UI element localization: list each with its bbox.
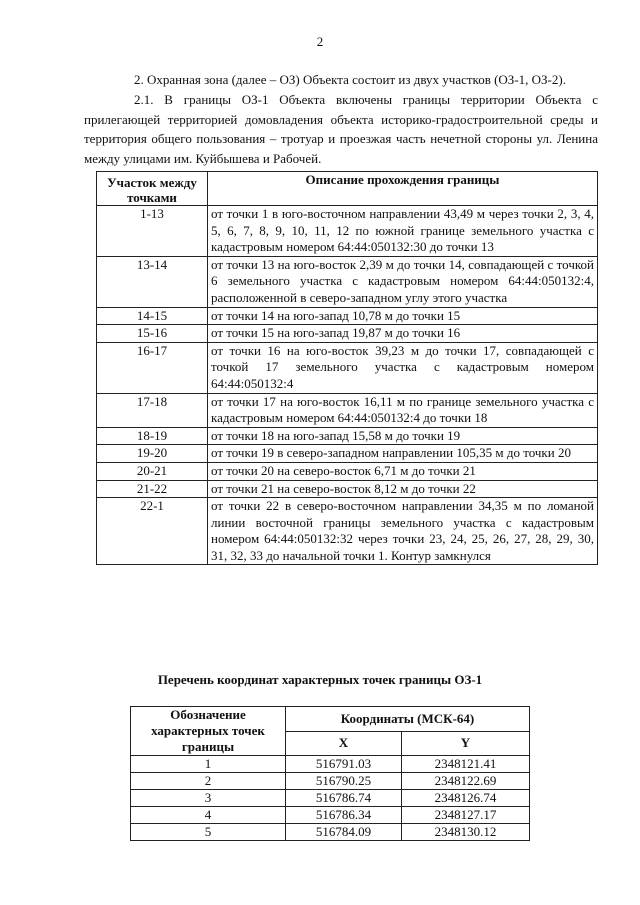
- table-row: [97, 307, 598, 325]
- header-x: X: [286, 731, 402, 756]
- description-cell: от точки 16 на юго-восток 39,23 м до точки 17, совпадающей с точкой 17 земельного участка с кадастровым номером 64:44:050132:4: [208, 342, 598, 393]
- segment-cell: 19-20: [97, 445, 208, 463]
- description-cell: от точки 19 в северо-западном направлении 105,35 м до точки 20: [208, 445, 598, 463]
- table-row: [97, 445, 598, 463]
- point-cell: 5: [131, 824, 286, 841]
- table-row: [131, 773, 530, 790]
- description-cell: от точки 22 в северо-восточном направлении 34,35 м по ломаной линии восточной границы земельного участка с кадастровым номером 64:44:050132:32 через точки 23, 24, 25, 26, 27, 28, 29, 30, 31, 32, 33 до начальной точки 1. Контур замкнулся: [208, 498, 598, 565]
- table-row: [97, 480, 598, 498]
- paragraph-2-1: 2.1. В границы ОЗ-1 Объекта включены границы территории Объекта с прилегающей территорией домовладения объекта историко-градостроительной среды и территория общего пользования – тротуар и проезжая часть нечетной стороны ул. Ленина между улицами им. Куйбышева и Рабочей.: [84, 92, 598, 166]
- header-description: Описание прохождения границы: [208, 172, 598, 206]
- x-cell: 516791.03: [286, 756, 402, 773]
- table-header-row: [97, 172, 598, 206]
- segment-cell: 15-16: [97, 325, 208, 343]
- segment-cell: 17-18: [97, 393, 208, 427]
- table-row: [97, 342, 598, 393]
- header-y: Y: [401, 731, 529, 756]
- table-row: [97, 256, 598, 307]
- point-cell: 2: [131, 773, 286, 790]
- y-cell: 2348127.17: [401, 807, 529, 824]
- segment-cell: 1-13: [97, 206, 208, 257]
- segment-cell: 13-14: [97, 256, 208, 307]
- description-cell: от точки 17 на юго-восток 16,11 м по границе земельного участка с кадастровым номером 64:44:050132:4 до точки 18: [208, 393, 598, 427]
- description-cell: от точки 13 на юго-восток 2,39 м до точки 14, совпадающей с точкой 6 земельного участка с кадастровым номером 64:44:050132:4, расположенной в северо-западном углу этого участка: [208, 256, 598, 307]
- border-description-table: [96, 171, 598, 565]
- coords-title: Перечень координат характерных точек границы ОЗ-1: [157, 672, 483, 687]
- description-cell: от точки 21 на северо-восток 8,12 м до точки 22: [208, 480, 598, 498]
- description-cell: от точки 20 на северо-восток 6,71 м до точки 21: [208, 462, 598, 480]
- paragraph-2: 2. Охранная зона (далее – ОЗ) Объекта состоит из двух участков (ОЗ-1, ОЗ-2).: [134, 72, 566, 87]
- segment-cell: 18-19: [97, 427, 208, 445]
- coordinates-table: [130, 706, 530, 841]
- table-row: [131, 790, 530, 807]
- table-row: [97, 325, 598, 343]
- x-cell: 516790.25: [286, 773, 402, 790]
- segment-cell: 20-21: [97, 462, 208, 480]
- description-cell: от точки 18 на юго-запад 15,58 м до точки 19: [208, 427, 598, 445]
- x-cell: 516784.09: [286, 824, 402, 841]
- point-cell: 4: [131, 807, 286, 824]
- description-cell: от точки 15 на юго-запад 19,87 м до точки 16: [208, 325, 598, 343]
- header-coords: Координаты (МСК-64): [286, 707, 530, 732]
- table-row: [97, 498, 598, 565]
- x-cell: 516786.34: [286, 807, 402, 824]
- point-cell: 3: [131, 790, 286, 807]
- coords-header-row: [131, 707, 530, 732]
- y-cell: 2348130.12: [401, 824, 529, 841]
- segment-cell: 16-17: [97, 342, 208, 393]
- table-row: [97, 462, 598, 480]
- segment-cell: 21-22: [97, 480, 208, 498]
- table-row: [131, 824, 530, 841]
- border-rows: [97, 206, 598, 565]
- point-cell: 1: [131, 756, 286, 773]
- table-row: [97, 427, 598, 445]
- y-cell: 2348126.74: [401, 790, 529, 807]
- y-cell: 2348122.69: [401, 773, 529, 790]
- table-row: [131, 756, 530, 773]
- header-segment: Участок между точками: [97, 172, 208, 206]
- description-cell: от точки 1 в юго-восточном направлении 43,49 м через точки 2, 3, 4, 5, 6, 7, 8, 9, 10, 11, 12 по южной границе земельного участка с кадастровым номером 64:44:050132:30 до точки 13: [208, 206, 598, 257]
- y-cell: 2348121.41: [401, 756, 529, 773]
- header-point-name: Обозначение характерных точек границы: [131, 707, 286, 756]
- segment-cell: 22-1: [97, 498, 208, 565]
- coords-rows: [131, 756, 530, 841]
- table-row: [97, 393, 598, 427]
- x-cell: 516786.74: [286, 790, 402, 807]
- page-number: 2: [316, 34, 324, 49]
- description-cell: от точки 14 на юго-запад 10,78 м до точки 15: [208, 307, 598, 325]
- table-row: [97, 206, 598, 257]
- segment-cell: 14-15: [97, 307, 208, 325]
- table-row: [131, 807, 530, 824]
